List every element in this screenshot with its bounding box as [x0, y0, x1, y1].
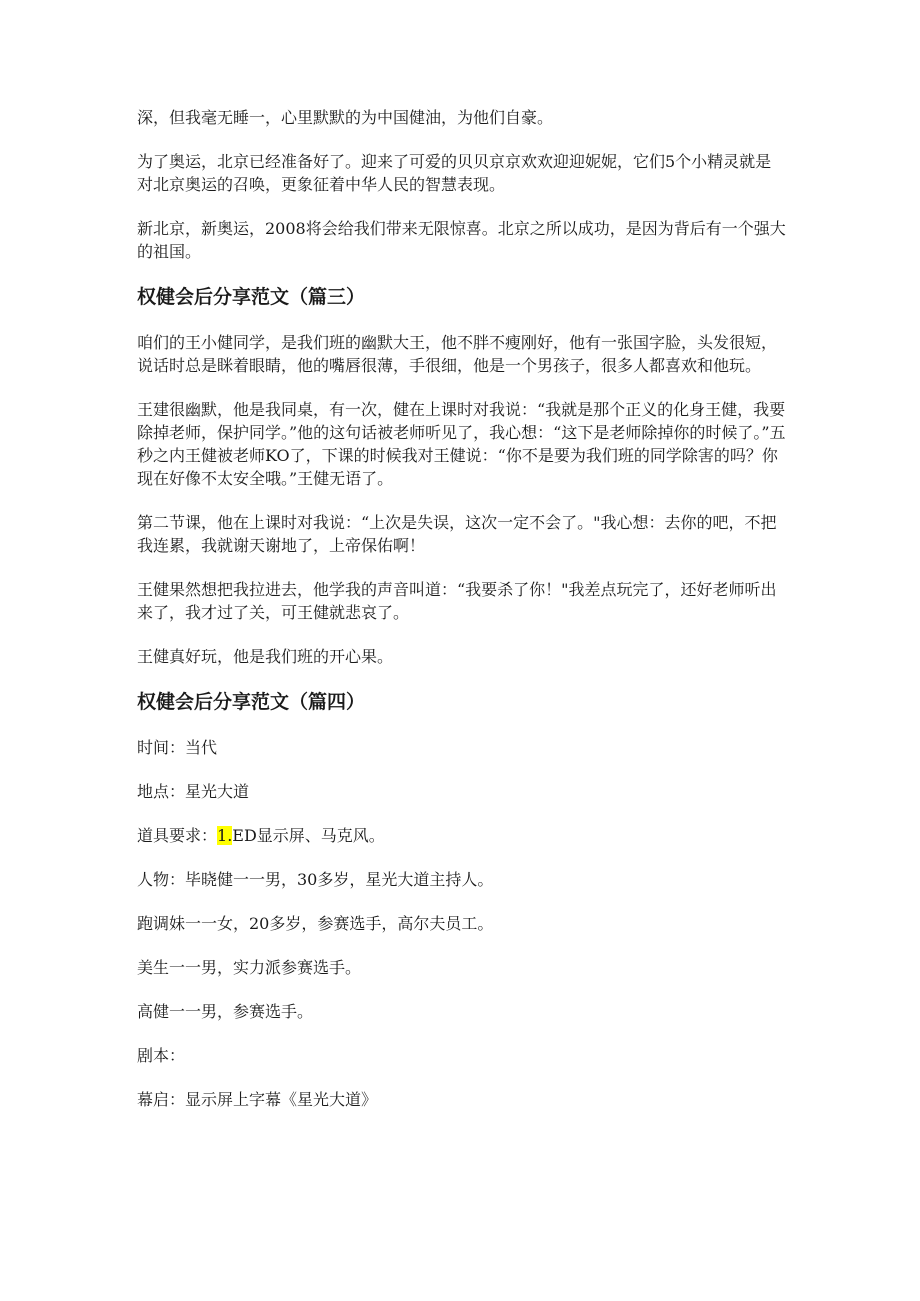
document-body [137, 106, 787, 1132]
paragraph: 第二节课，他在上课时对我说：“上次是失误，这次一定不会了。"我心想：去你的吧，不把我连累，我就谢天谢地了，上帝保佑啊！ [137, 513, 777, 555]
paragraph: 剧本： [137, 1046, 186, 1065]
highlighted-text: 1. [217, 826, 233, 845]
props-paragraph [137, 824, 787, 847]
paragraph: 王健果然想把我拉进去，他学我的声音叫道：“我要杀了你！"我差点玩完了，还好老师听出来了，我才过了关，可王健就悲哀了。 [137, 580, 777, 622]
section-heading: 权健会后分享范文（篇三） [137, 286, 366, 308]
paragraph: 新北京，新奥运，2008将会给我们带来无限惊喜。北京之所以成功，是因为背后有一个强大的祖国。 [137, 219, 786, 261]
paragraph: 地点：星光大道 [137, 782, 250, 801]
paragraph: 王建很幽默，他是我同桌，有一次，健在上课时对我说：“我就是那个正义的化身王健，我要除掉老师，保护同学。”他的这句话被老师听见了，我心想：“这下是老师除掉你的时候了。”五秒之内王健被老师KO了，下课的时候我对王健说：“你不是要为我们班的同学除害的吗？你现在好像不太安全哦。”王健无语了。 [137, 400, 786, 488]
props-label: 道具要求： [137, 826, 218, 845]
paragraph: 为了奥运，北京已经准备好了。迎来了可爱的贝贝京京欢欢迎迎妮妮，它们5个小精灵就是对北京奥运的召唤，更象征着中华人民的智慧表现。 [137, 152, 772, 194]
paragraph: 深，但我毫无睡一，心里默默的为中国健油，为他们自豪。 [137, 108, 554, 127]
paragraph: 时间：当代 [137, 738, 218, 757]
paragraph: 美生一一男，实力派参赛选手。 [137, 958, 362, 977]
paragraph: 人物：毕晓健一一男，30多岁，星光大道主持人。 [137, 870, 494, 889]
paragraph: 跑调妹一一女，20多岁，参赛选手，高尔夫员工。 [137, 914, 494, 933]
section-heading: 权健会后分享范文（篇四） [137, 691, 366, 713]
paragraph: 高健一一男，参赛选手。 [137, 1002, 314, 1021]
props-items: ED显示屏、马克风。 [232, 826, 385, 845]
paragraph: 王健真好玩，他是我们班的开心果。 [137, 647, 394, 666]
paragraph: 咱们的王小健同学，是我们班的幽默大王，他不胖不瘦刚好，他有一张国字脸，头发很短，说话时总是眯着眼睛，他的嘴唇很薄，手很细，他是一个男孩子，很多人都喜欢和他玩。 [137, 333, 778, 375]
paragraph: 幕启：显示屏上字幕《星光大道》 [137, 1090, 378, 1109]
